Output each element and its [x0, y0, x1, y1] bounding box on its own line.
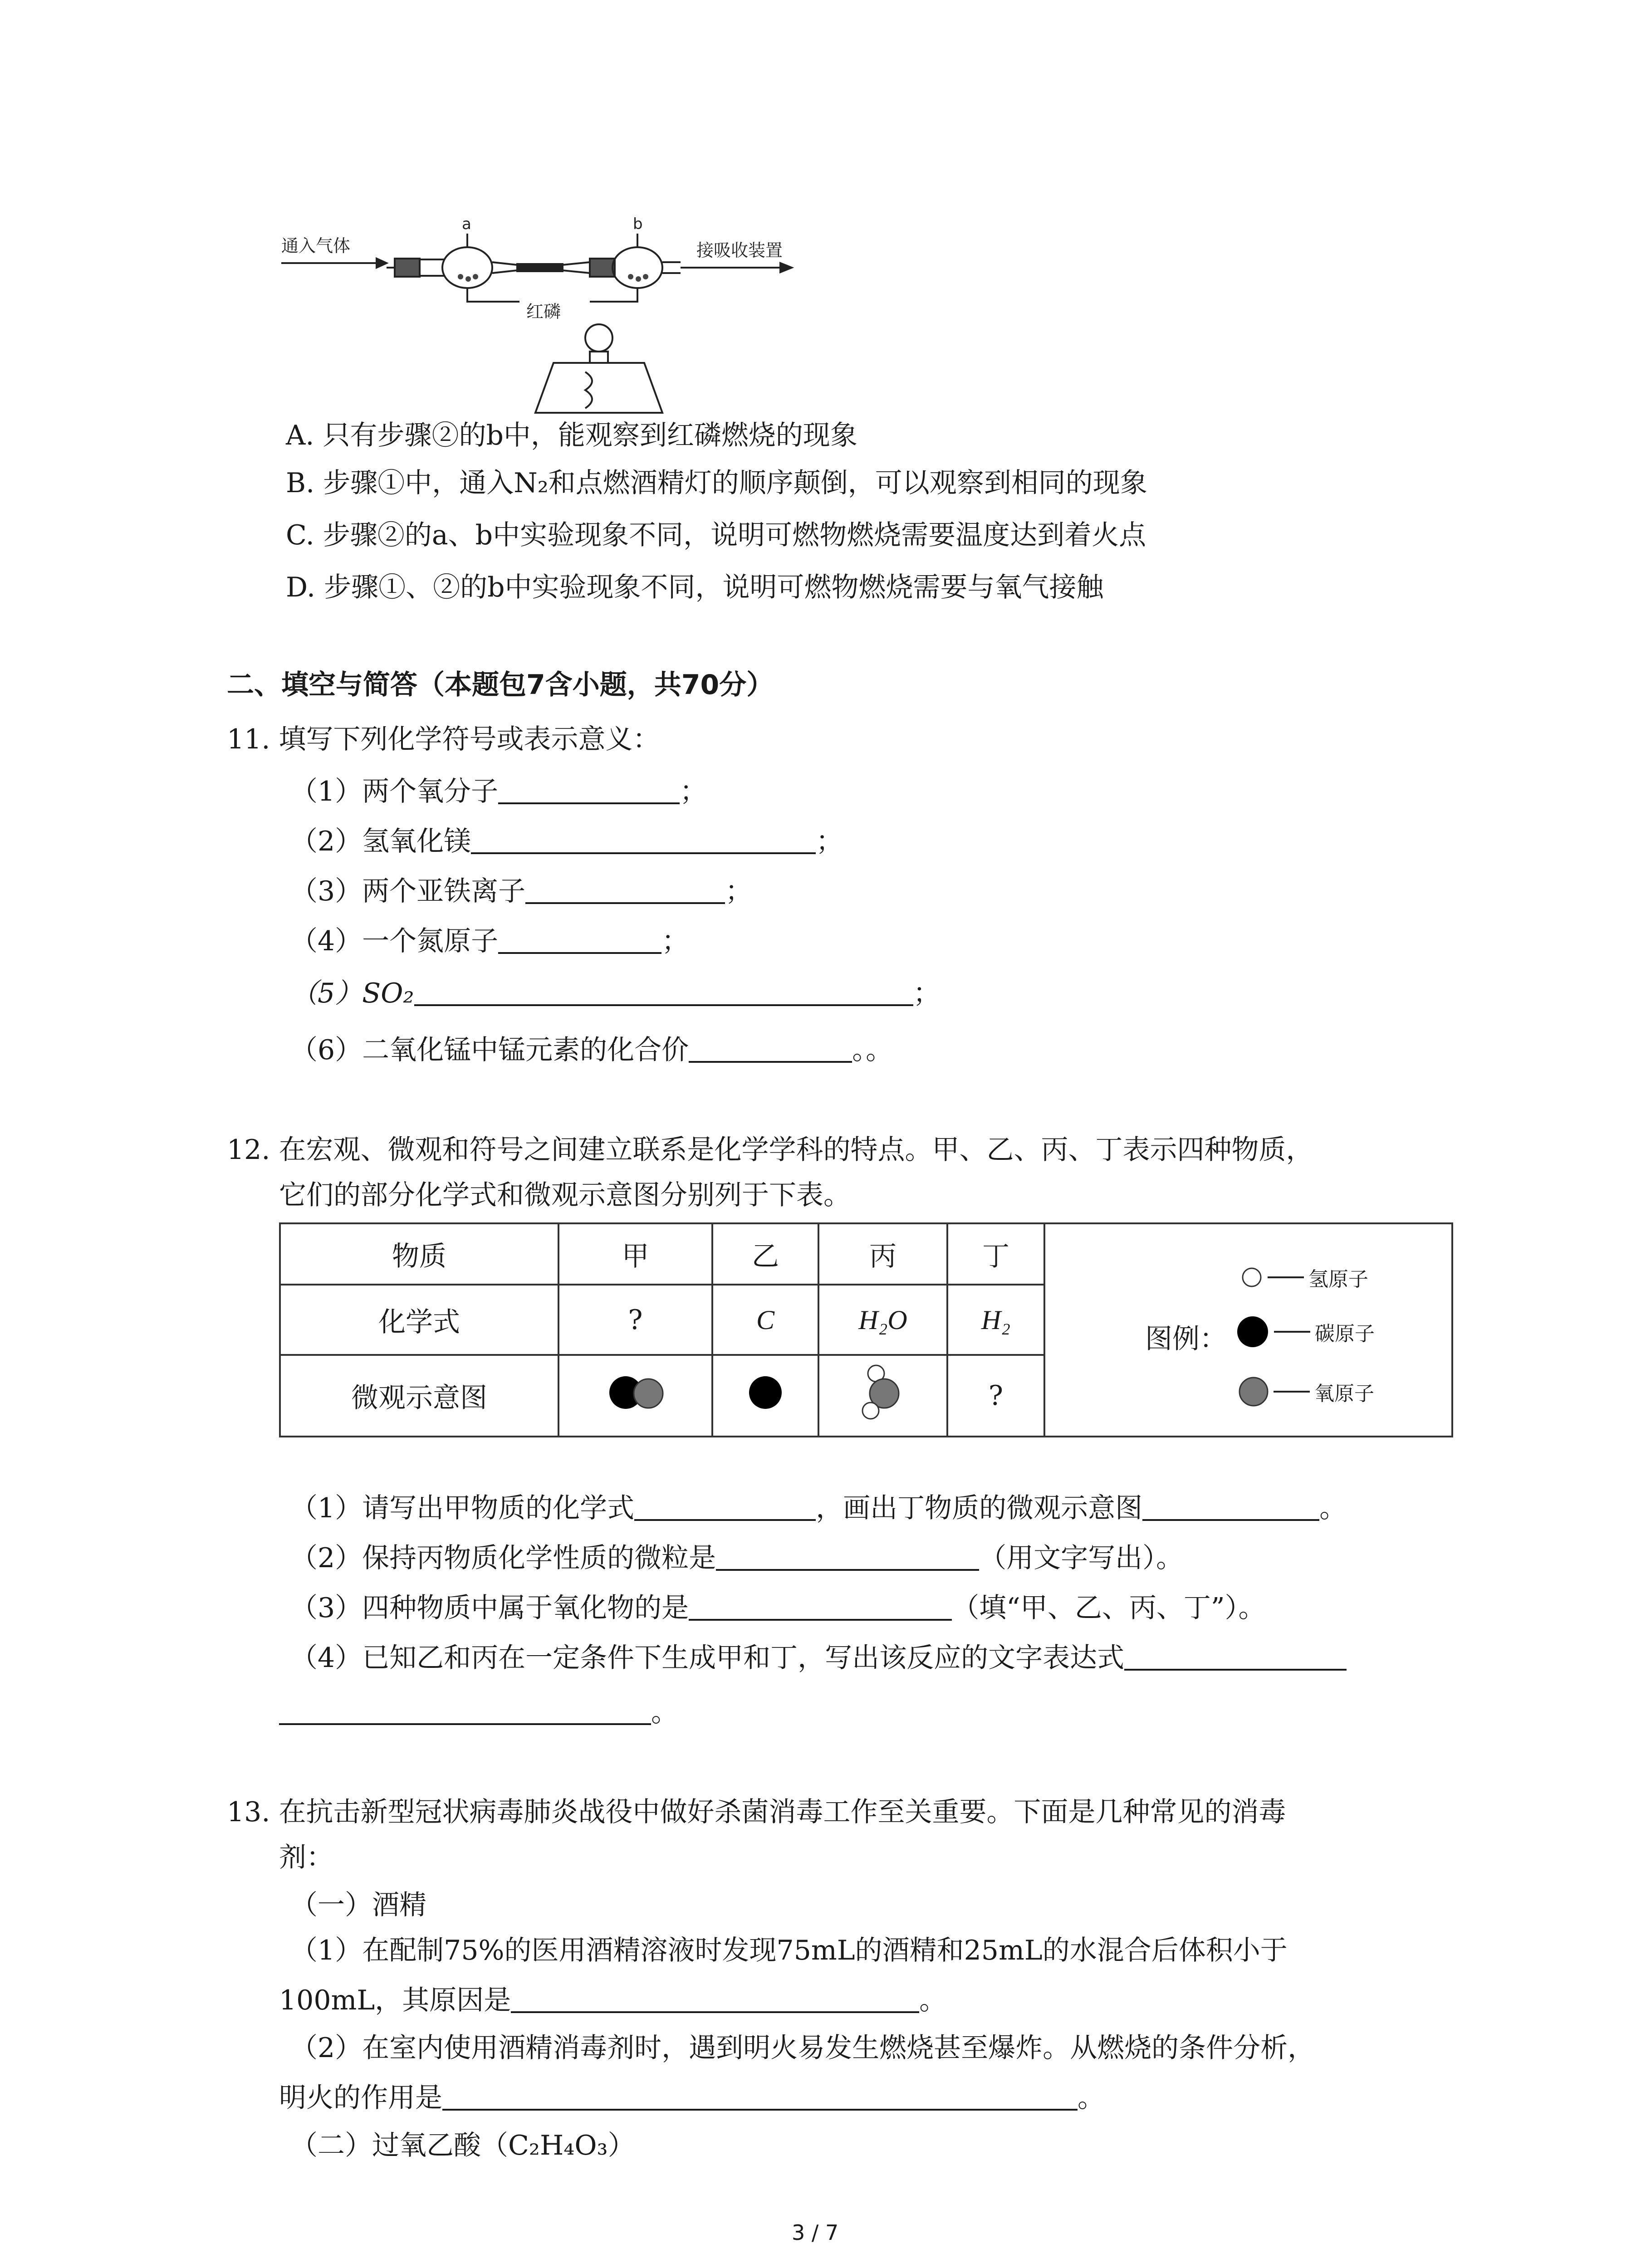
q12-stem-line2: 它们的部分化学式和微观示意图分别列于下表。	[279, 1179, 851, 1211]
q12-sub3: （3）四种物质中属于氧化物的是 （填“甲、乙、丙、丁”）。	[290, 1592, 1266, 1624]
inlet-label: 通入气体	[281, 236, 351, 256]
header-jia: 甲	[558, 1223, 712, 1285]
q13-stem-line1: 13. 在抗击新型冠状病毒肺炎战役中做好杀菌消毒工作至关重要。下面是几种常见的消毒	[227, 1796, 1286, 1828]
answer-blank[interactable]	[498, 928, 661, 954]
q12-sub4: （4）已知乙和丙在一定条件下生成甲和丁，写出该反应的文字表达式	[290, 1644, 1347, 1672]
row-micro-label: 微观示意图	[280, 1355, 558, 1437]
formula-jia: ?	[558, 1285, 712, 1355]
q13-part2: （二）过氧乙酸（C₂H₄O₃）	[290, 2130, 635, 2161]
q12-sub1: （1）请写出甲物质的化学式 ，画出丁物质的微观示意图 。	[290, 1492, 1347, 1524]
formula-yi: C	[712, 1285, 818, 1355]
q13-sub1-line1: （1）在配制75%的医用酒精溶液时发现75mL的酒精和25mL的水混合后体积小于	[290, 1935, 1288, 1966]
q13-sub2-line1: （2）在室内使用酒精消毒剂时，遇到明火易发生燃烧甚至爆炸。从燃烧的条件分析，	[290, 2032, 1315, 2064]
q12-table	[279, 1222, 1453, 1437]
oxygen-atom-icon	[1238, 1376, 1269, 1407]
micro-ding: ?	[947, 1355, 1044, 1437]
q12-stem-line1: 12. 在宏观、微观和符号之间建立联系是化学学科的特点。甲、乙、丙、丁表示四种物质，	[227, 1134, 1313, 1166]
formula-bing: H₂O	[818, 1285, 947, 1355]
page-number: 3 / 7	[792, 2220, 839, 2245]
answer-blank[interactable]	[634, 1495, 816, 1521]
q13-sub1-line2: 100mL，其原因是 。	[279, 1984, 947, 2016]
answer-blank[interactable]	[1124, 1644, 1347, 1671]
outlet-label: 接吸收装置	[696, 240, 783, 260]
answer-blank[interactable]	[689, 1594, 952, 1621]
row-formula-label: 化学式	[280, 1285, 558, 1355]
q11-item-2: （2）氢氧化镁 ；	[290, 826, 843, 857]
co-molecule-icon	[599, 1372, 672, 1413]
q11-stem: 11. 填写下列化学符号或表示意义：	[227, 723, 660, 755]
carbon-molecule-icon	[745, 1372, 786, 1413]
q11-item-6: （6）二氧化锰中锰元素的化合价 。。	[290, 1034, 893, 1066]
answer-blank[interactable]	[511, 1987, 919, 2013]
hydrogen-atom-icon	[1240, 1266, 1263, 1289]
q11-item-5: （5）SO₂ ；	[290, 978, 941, 1009]
legend-cell	[1044, 1223, 1452, 1437]
header-ding: 丁	[947, 1223, 1044, 1285]
section-title: 二、填空与简答（本题包7含小题，共70分）	[227, 669, 774, 701]
answer-blank[interactable]	[1142, 1495, 1319, 1521]
header-yi: 乙	[712, 1223, 818, 1285]
q11-item-1: （1）两个氧分子 ；	[290, 776, 707, 807]
answer-blank[interactable]	[442, 2084, 1078, 2111]
answer-blank[interactable]	[414, 980, 913, 1006]
micro-yi	[712, 1355, 818, 1437]
q12-sub4-cont: 。	[279, 1699, 678, 1726]
legend-carbon: 碳原子	[1236, 1315, 1375, 1349]
q13-sub2-line2: 明火的作用是 。	[279, 2082, 1105, 2114]
carbon-atom-icon	[1236, 1315, 1269, 1349]
q12-sub2: （2）保持丙物质化学性质的微粒是 （用文字写出）。	[290, 1542, 1184, 1574]
legend-oxygen: 氧原子	[1238, 1376, 1374, 1407]
q10-option-c: C. 步骤②的a、b中实验现象不同，说明可燃物燃烧需要温度达到着火点	[286, 519, 1146, 551]
answer-blank[interactable]	[689, 1036, 852, 1063]
micro-jia	[558, 1355, 712, 1437]
answer-blank[interactable]	[525, 878, 725, 904]
red-phosphorus-label: 红磷	[526, 302, 561, 322]
q11-item-3: （3）两个亚铁离子 ；	[290, 875, 753, 907]
header-bing: 丙	[818, 1223, 947, 1285]
q13-part1: （一）酒精	[290, 1889, 426, 1921]
answer-blank[interactable]	[716, 1545, 979, 1571]
apparatus-diagram	[272, 209, 817, 445]
water-molecule-icon	[858, 1361, 908, 1424]
answer-blank[interactable]	[279, 1699, 651, 1725]
micro-bing	[818, 1355, 947, 1437]
label-b: b	[633, 215, 643, 233]
legend-title: 图例：	[1145, 1323, 1227, 1355]
answer-blank[interactable]	[471, 828, 816, 854]
q10-option-d: D. 步骤①、②的b中实验现象不同，说明可燃物燃烧需要与氧气接触	[286, 572, 1104, 603]
q10-option-a: A. 只有步骤②的b中，能观察到红磷燃烧的现象	[286, 420, 857, 451]
label-a: a	[462, 215, 471, 233]
q13-stem-line2: 剂：	[279, 1842, 333, 1873]
apparatus-svg	[272, 209, 817, 445]
answer-blank[interactable]	[498, 778, 680, 804]
q11-item-4: （4）一个氮原子 ；	[290, 925, 689, 957]
header-substance: 物质	[280, 1223, 558, 1285]
legend-hydrogen: 氢原子	[1240, 1263, 1368, 1292]
formula-ding: H₂	[947, 1285, 1044, 1355]
q10-option-b: B. 步骤①中，通入N₂和点燃酒精灯的顺序颠倒，可以观察到相同的现象	[286, 467, 1147, 499]
